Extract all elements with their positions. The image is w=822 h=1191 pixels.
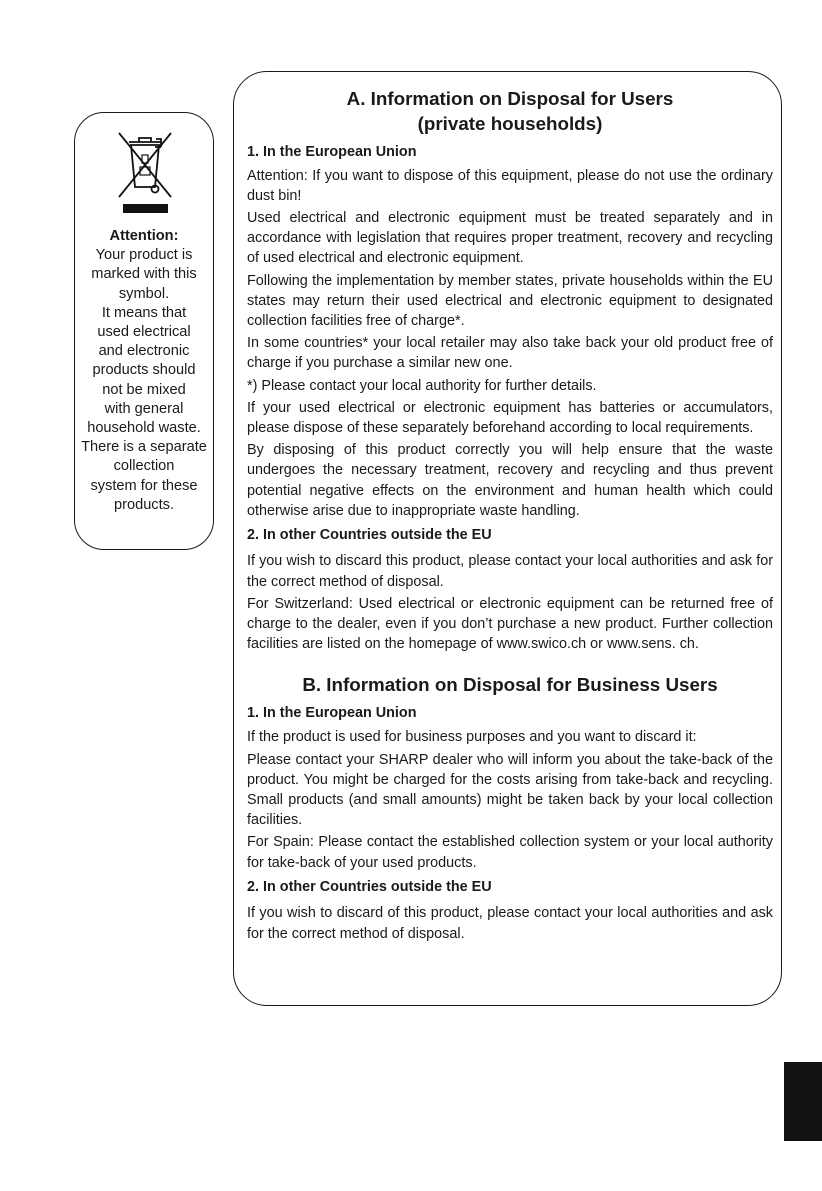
attention-text	[75, 227, 213, 515]
section-b-title: B. Information on Disposal for Business Users	[302, 674, 718, 696]
section-b-other-paragraph: If you wish to discard of this product, please contact your local authorities and ask for the correct method of disposal.	[247, 905, 773, 942]
section-a-eu-paragraph: In some countries* your local retailer may also take back your old product free of charge if you purchase a similar new one.	[247, 335, 773, 372]
section-a-eu-paragraph: Used electrical and electronic equipment must be treated separately and in accordance with legislation that requires proper treatment, recovery and recycling of used electrical and electronic equipment.	[247, 209, 773, 267]
section-b-eu-paragraph: If the product is used for business purposes and you want to discard it:	[247, 729, 697, 746]
crossed-out-wheelie-bin-icon	[115, 127, 175, 203]
section-a-eu-paragraph: By disposing of this product correctly you will help ensure that the waste undergoes the necessary treatment, recovery and recycling and thus prevent potential negative effects on the environment and human health which could otherwise arise due to inappropriate waste handling.	[247, 442, 773, 519]
section-b-other-heading: 2. In other Countries outside the EU	[247, 878, 492, 895]
section-b-eu-heading: 1. In the European Union	[247, 704, 417, 721]
section-a-other-paragraph: If you wish to discard this product, please contact your local authorities and ask for the correct method of disposal.	[247, 553, 773, 590]
disposal-content	[247, 87, 773, 944]
page-edge-tab	[784, 1062, 822, 1141]
black-bar-marker	[123, 204, 168, 213]
section-a-title-line1: A. Information on Disposal for Users	[346, 88, 674, 109]
section-b-eu-paragraph: For Spain: Please contact the established collection system or your local authority for take-back of your used products.	[247, 834, 773, 871]
attention-box	[74, 112, 214, 550]
section-a-eu-paragraph: If your used electrical or electronic equipment has batteries or accumulators, please dispose of these separately beforehand according to local requirements.	[247, 399, 773, 436]
section-a-other-paragraph: For Switzerland: Used electrical or electronic equipment can be returned free of charge to the dealer, even if you don’t purchase a new product. Further collection facilities are listed on the homepage of www.swico.ch or www.sens. ch.	[247, 595, 773, 653]
section-b-eu-paragraph: Please contact your SHARP dealer who will inform you about the take-back of the product. You might be charged for the costs arising from take-back and recycling. Small products (and small amounts) might be taken back by your local collection facilities.	[247, 751, 773, 829]
section-a-eu-paragraph: Attention: If you want to dispose of this equipment, please do not use the ordinary dust bin!	[247, 167, 773, 204]
section-a-eu-paragraph: Following the implementation by member states, private households within the EU states may return their used electrical and electronic equipment to designated collection facilities free of charge*.	[247, 272, 773, 329]
section-a-other-heading: 2. In other Countries outside the EU	[247, 526, 492, 543]
section-a-eu-heading: 1. In the European Union	[247, 144, 417, 160]
disposal-info-box	[233, 71, 782, 1006]
section-a-title	[247, 87, 773, 136]
section-a-eu-paragraph: *) Please contact your local authority for further details.	[247, 377, 597, 394]
attention-body: Your product is marked with this symbol. It means that used electrical and electronic products should not be mixed with general household waste. There is a separate collection system for these products.	[81, 247, 207, 513]
section-a-title-line2: (private households)	[417, 112, 603, 134]
attention-label: Attention:	[109, 228, 179, 244]
